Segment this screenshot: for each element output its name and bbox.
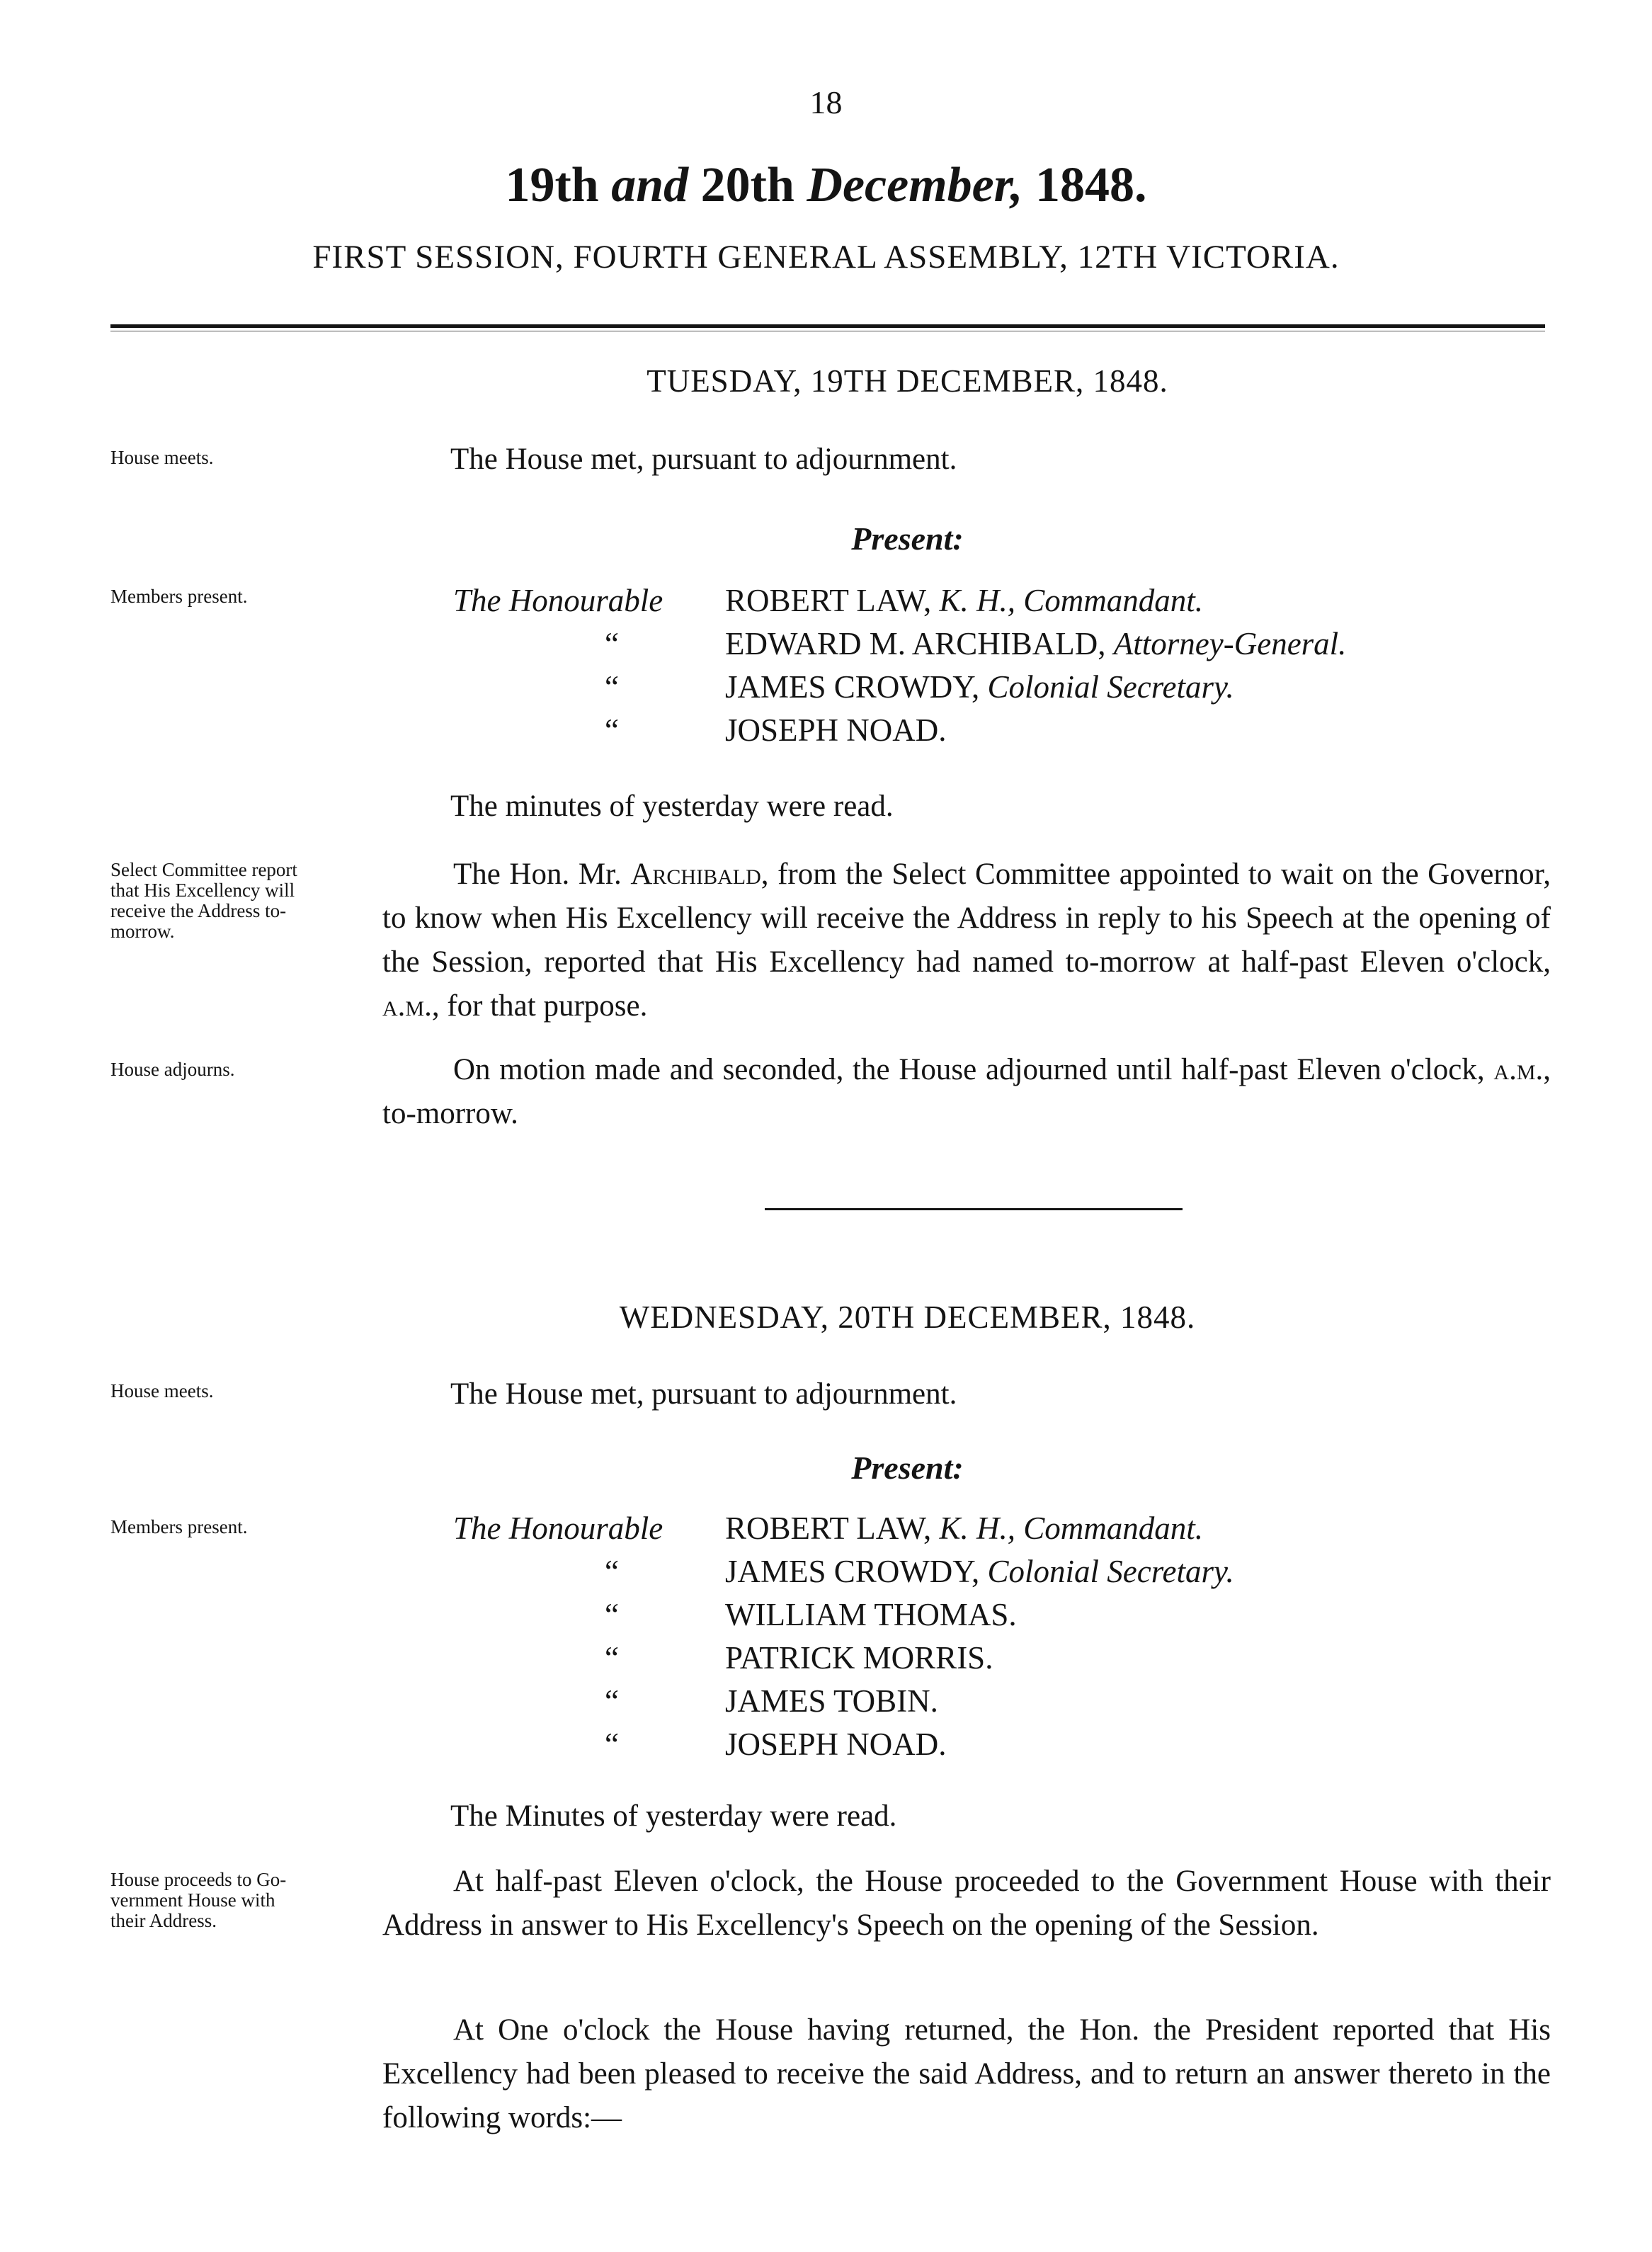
day1-sidenote-committee: Select Committee report that His Excellency will receive the Address to- morrow.	[110, 859, 297, 942]
member-row: The Honourable ROBERT LAW, K. H., Commandant.	[453, 583, 1204, 618]
day2-return-paragraph: At One o'clock the House having returned, the Hon. the President reported that His Excellency had been pleased to receive the said Address, and to return an answer thereto in the following words:—	[382, 2013, 1551, 2134]
date-title-year: 1848.	[1035, 158, 1147, 212]
day1-present-label: Present:	[851, 521, 964, 557]
page-number: 18	[809, 84, 843, 120]
day2-minutes: The Minutes of yesterday were read.	[450, 1799, 897, 1833]
day2-member-list	[453, 1507, 1586, 1766]
day1-sidenote-members: Members present.	[110, 586, 248, 607]
section-divider	[765, 1208, 1183, 1210]
day1-meet-text: The House met, pursuant to adjournment.	[450, 443, 957, 476]
member-row: “ JOSEPH NOAD.	[605, 712, 947, 748]
day1-minutes: The minutes of yesterday were read.	[450, 790, 894, 823]
member-row: “ EDWARD M. ARCHIBALD, Attorney-General.	[605, 626, 1347, 661]
day1-sidenote-meets: House meets.	[110, 447, 214, 468]
day1-member-list	[453, 579, 1586, 752]
member-row: “ JOSEPH NOAD.	[605, 1727, 947, 1762]
member-row: “ JAMES CROWDY, Colonial Secretary.	[605, 669, 1234, 705]
member-row: “ JAMES CROWDY, Colonial Secretary.	[605, 1554, 1234, 1589]
day1-heading: TUESDAY, 19TH DECEMBER, 1848.	[646, 363, 1168, 399]
day2-heading: WEDNESDAY, 20TH DECEMBER, 1848.	[619, 1300, 1196, 1335]
member-row: The Honourable ROBERT LAW, K. H., Commandant.	[453, 1511, 1204, 1546]
day1-committee-paragraph: The Hon. Mr. Archibald, from the Select Committee appointed to wait on the Governor, to know when His Excellency will receive the Address in reply to his Speech at the opening of the Session, reported that His Excellency had named to-morrow at half-past Eleven o'clock, a.m., for that purpose.	[382, 858, 1551, 1023]
day2-meet-text: The House met, pursuant to adjournment.	[450, 1377, 957, 1411]
header-rule	[110, 324, 1545, 328]
day2-sidenote-meets: House meets.	[110, 1380, 214, 1401]
day2-proceed-paragraph: At half-past Eleven o'clock, the House proceeded to the Government House with their Address in answer to His Excellency's Speech on the opening of the Session.	[382, 1865, 1551, 1942]
day1-adjourn-paragraph: On motion made and seconded, the House adjourned until half-past Eleven o'clock, a.m., to-morrow.	[382, 1053, 1551, 1130]
member-row: “ JAMES TOBIN.	[605, 1683, 938, 1719]
day2-present-label: Present:	[851, 1450, 964, 1486]
member-row: “ WILLIAM THOMAS.	[605, 1597, 1017, 1632]
date-title-day1: 19th	[505, 158, 599, 212]
date-title	[0, 157, 1652, 214]
date-title-day2: 20th	[700, 158, 794, 212]
date-title-month: December,	[807, 158, 1023, 212]
session-line: FIRST SESSION, FOURTH GENERAL ASSEMBLY, 12TH VICTORIA.	[312, 239, 1340, 275]
day1-sidenote-adjourns: House adjourns.	[110, 1059, 235, 1080]
day2-sidenote-proceeds: House proceeds to Go- vernment House with their Address.	[110, 1869, 287, 1931]
day2-sidenote-members: Members present.	[110, 1516, 248, 1537]
date-title-and: and	[611, 158, 689, 212]
member-row: “ PATRICK MORRIS.	[605, 1640, 993, 1676]
